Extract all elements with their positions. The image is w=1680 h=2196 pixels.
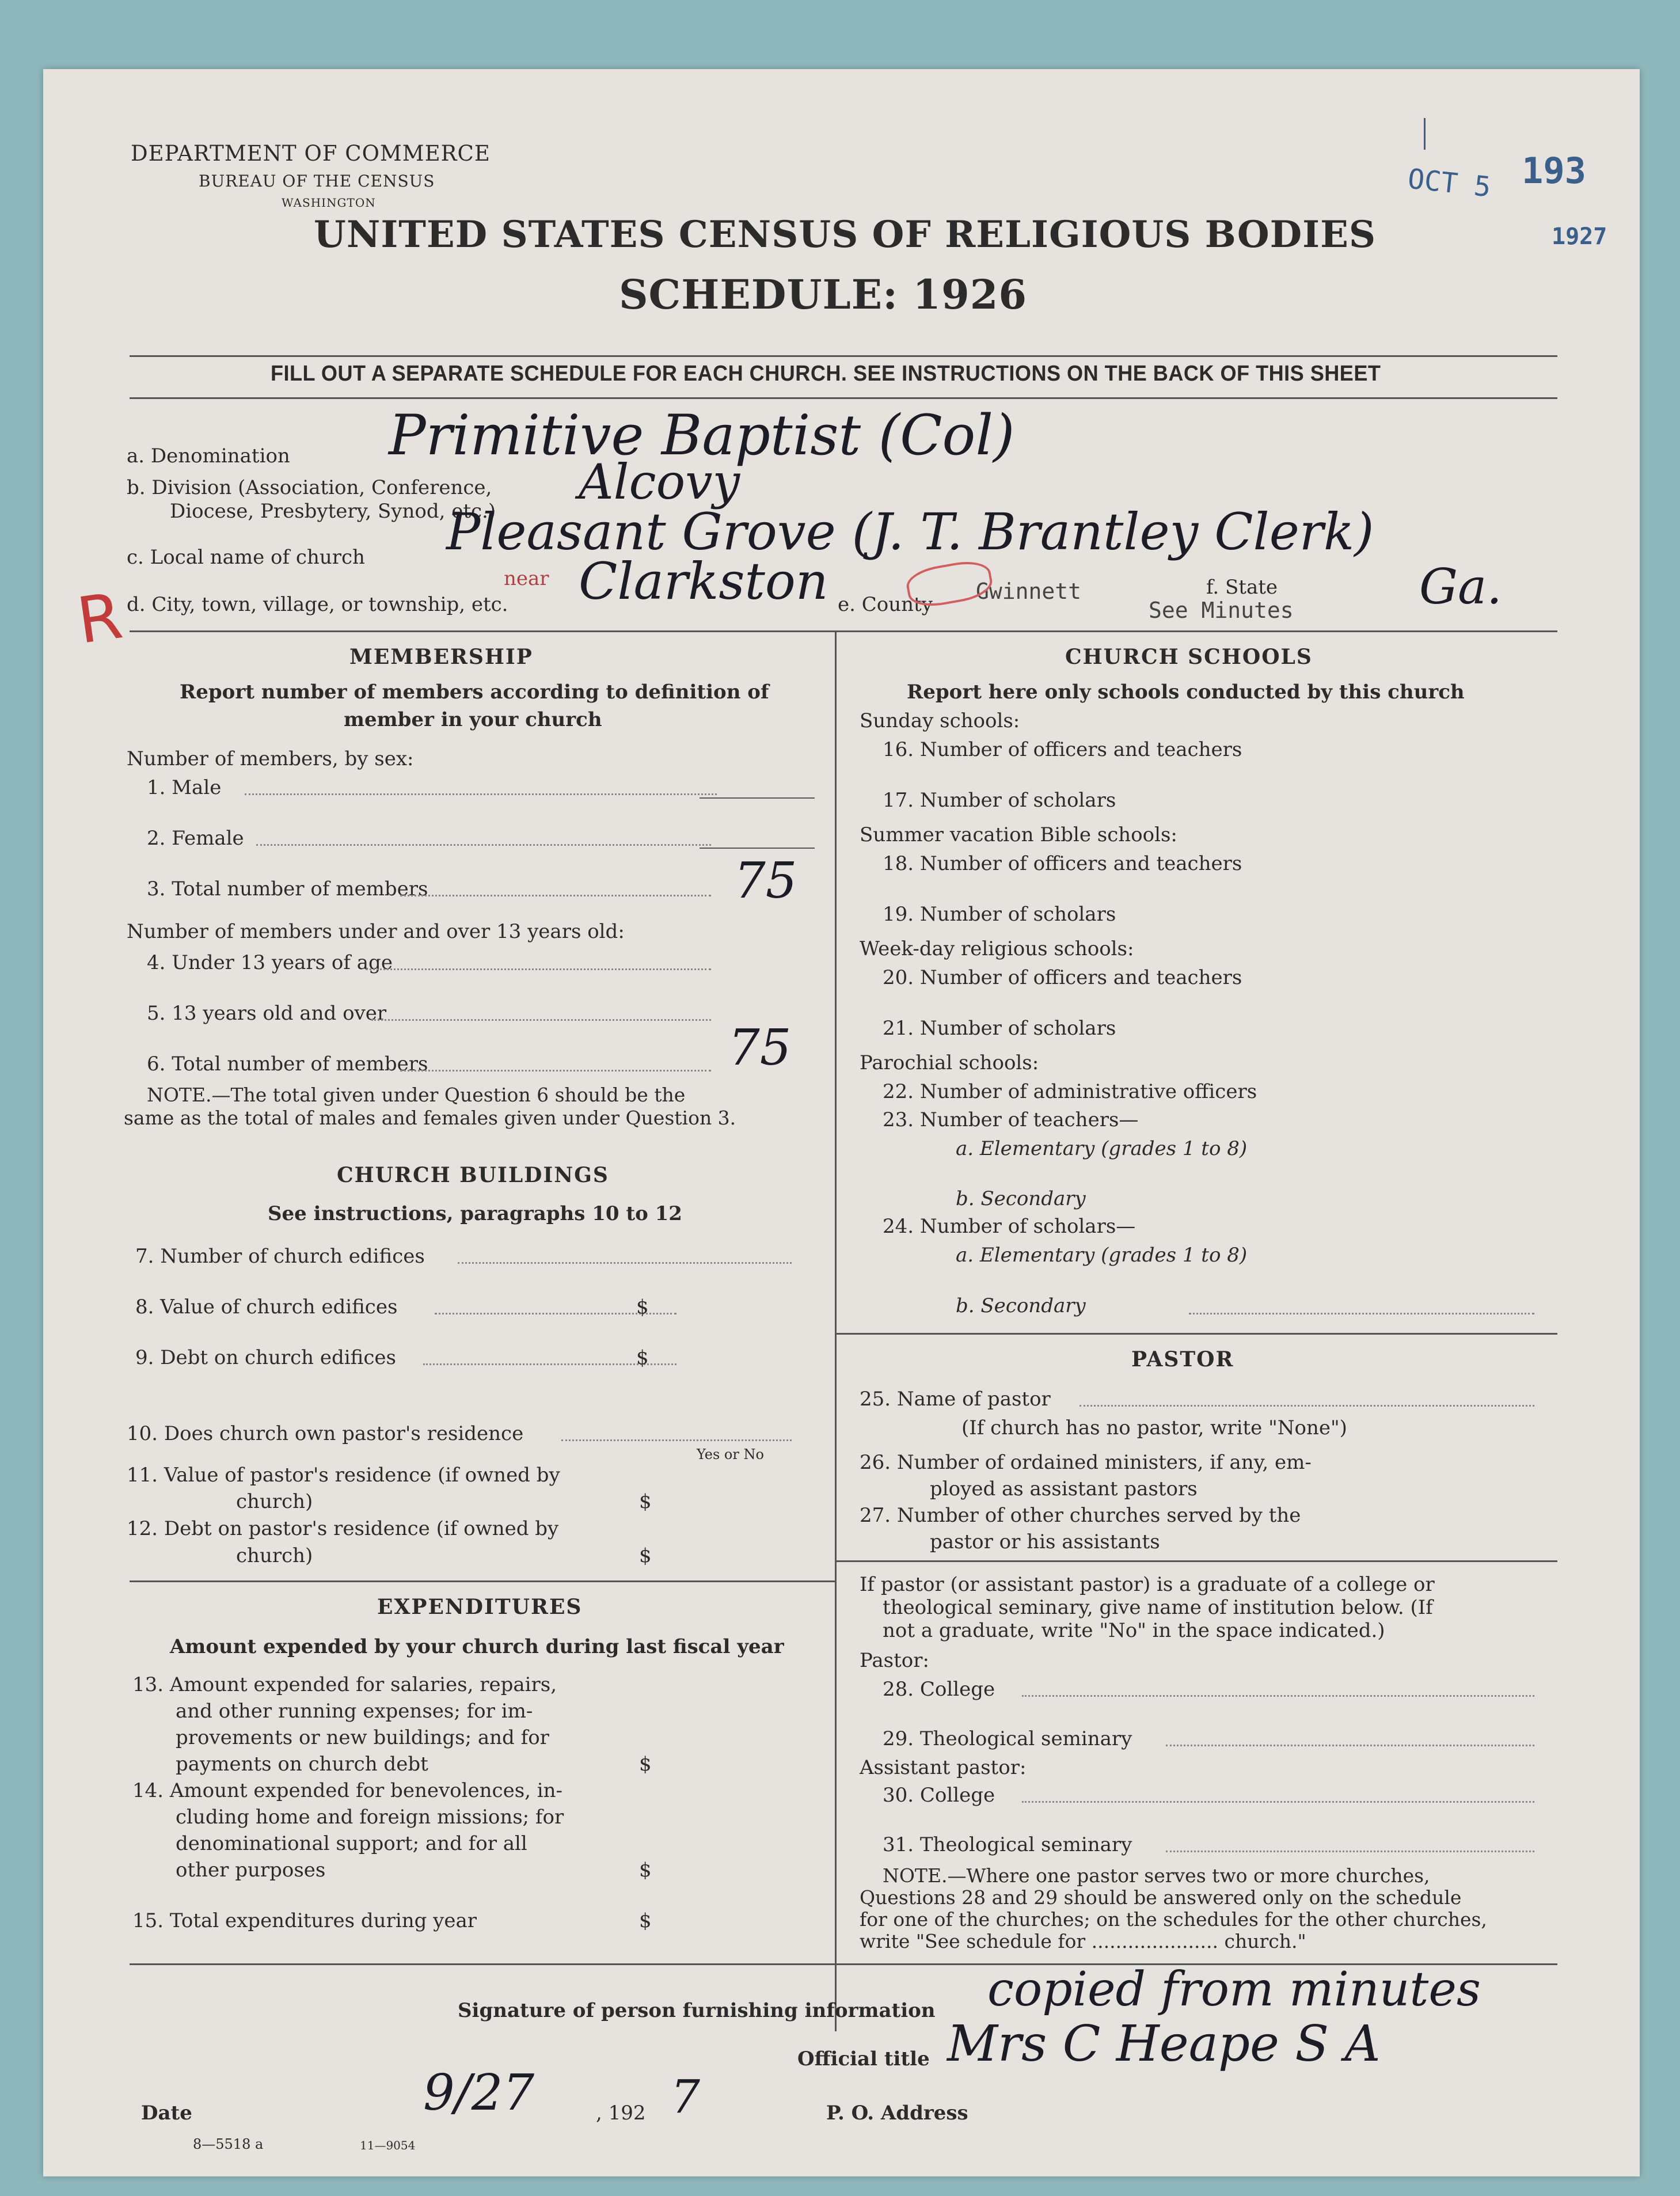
date-value: 9/27 (423, 2064, 535, 2122)
rule-grad (837, 1560, 1557, 1562)
year-value: 7 (671, 2070, 700, 2123)
pastor-subhead: Pastor: (860, 1649, 929, 1672)
grad-intro-1: If pastor (or assistant pastor) is a graduate of a college or (860, 1573, 1435, 1596)
by-sex-label: Number of members, by sex: (127, 747, 414, 770)
bureau-name: BUREAU OF THE CENSUS (199, 172, 435, 191)
residence-value-label-2: church) (236, 1490, 313, 1513)
schools-intro: Report here only schools conducted by this church (907, 681, 1465, 704)
division-label: b. Division (Association, Conference, (127, 476, 492, 499)
print-number: 11—9054 (360, 2138, 416, 2152)
total-2-leader (400, 1070, 711, 1072)
red-r-mark: R (73, 579, 127, 658)
form-title: UNITED STATES CENSUS OF RELIGIOUS BODIES (314, 213, 1377, 256)
county-label: e. County (838, 593, 933, 616)
pastor-heading: PASTOR (1131, 1347, 1234, 1371)
sunday-officers-label: 16. Number of officers and teachers (883, 738, 1242, 761)
salaries-label-4: payments on church debt (176, 1753, 428, 1776)
rule-bottom (130, 397, 1557, 399)
form-number: 8—5518 a (193, 2136, 264, 2152)
instruction-line: FILL OUT A SEPARATE SCHEDULE FOR EACH CHURCH. SEE INSTRUCTIONS ON THE BACK OF THIS SHEET (271, 362, 1381, 386)
rule-pastor (837, 1333, 1557, 1335)
weekday-scholars-label: 21. Number of scholars (883, 1017, 1116, 1040)
edifices-count-leader (458, 1262, 792, 1264)
total-expend-dollar: $ (639, 1909, 652, 1932)
membership-intro-2: member in your church (344, 708, 602, 731)
edifices-value-dollar: $ (636, 1295, 649, 1319)
asst-seminary-leader (1166, 1851, 1534, 1852)
total-members-value: 75 (734, 852, 797, 910)
summer-scholars-label: 19. Number of scholars (883, 903, 1116, 926)
total-leader (400, 895, 711, 896)
teachers-elementary-label: a. Elementary (grades 1 to 8) (956, 1137, 1248, 1160)
residence-debt-label-2: church) (236, 1544, 313, 1567)
female-leader (256, 844, 711, 846)
edifices-debt-dollar: $ (636, 1346, 649, 1369)
summer-label: Summer vacation Bible schools: (860, 823, 1177, 846)
parochial-label: Parochial schools: (860, 1051, 1039, 1074)
column-divider (835, 632, 837, 2031)
asst-college-leader (1022, 1801, 1534, 1803)
pastor-note-2: Questions 28 and 29 should be answered only on the schedule (860, 1886, 1462, 1909)
stamp-mark (1424, 118, 1426, 150)
grad-intro-2: theological seminary, give name of institution below. (If (883, 1596, 1433, 1619)
pastor-note-1: NOTE.—Where one pastor serves two or more churches, (883, 1864, 1430, 1887)
denomination-value: Primitive Baptist (Col) (389, 403, 1015, 468)
official-title-value: Mrs C Heape S A (947, 2015, 1381, 2073)
pastor-seminary-leader (1166, 1745, 1534, 1746)
pastor-name-leader (1080, 1405, 1534, 1407)
scholars-secondary-leader (1189, 1313, 1534, 1314)
church-name-value: Pleasant Grove (J. T. Brantley Clerk) (446, 502, 1374, 561)
pastor-note-4: write "See schedule for ..................... church." (860, 1930, 1306, 1952)
edifices-debt-label: 9. Debt on church edifices (135, 1346, 396, 1369)
city-label: d. City, town, village, or township, etc. (127, 593, 508, 616)
over-13-leader (371, 1019, 711, 1021)
salaries-dollar: $ (639, 1753, 652, 1776)
buildings-intro: See instructions, paragraphs 10 to 12 (268, 1202, 682, 1225)
division-label-2: Diocese, Presbytery, Synod, etc.) (170, 500, 496, 523)
teachers-secondary-label: b. Secondary (956, 1187, 1086, 1210)
county-value: Gwinnett (976, 579, 1082, 604)
year-prefix: , 192 (596, 2102, 646, 2125)
form-subtitle: SCHEDULE: 1926 (619, 271, 1028, 318)
residence-value-label: 11. Value of pastor's residence (if owned by (127, 1464, 560, 1487)
under-13-label: 4. Under 13 years of age (147, 951, 393, 974)
other-churches-label-1: 27. Number of other churches served by the (860, 1504, 1301, 1527)
yes-no-hint: Yes or No (697, 1446, 764, 1462)
pastor-college-label: 28. College (883, 1678, 995, 1701)
dept-name: DEPARTMENT OF COMMERCE (131, 141, 491, 166)
division-value: Alcovy (579, 454, 740, 510)
membership-note-1: NOTE.—The total given under Question 6 should be the (147, 1084, 686, 1106)
sunday-scholars-label: 17. Number of scholars (883, 789, 1116, 812)
edifices-value-label: 8. Value of church edifices (135, 1295, 398, 1319)
ordained-label-2: ployed as assistant pastors (930, 1477, 1198, 1500)
expenditures-heading: EXPENDITURES (377, 1595, 583, 1619)
residence-debt-dollar: $ (639, 1544, 652, 1567)
buildings-heading: CHURCH BUILDINGS (337, 1163, 609, 1187)
summer-officers-label: 18. Number of officers and teachers (883, 852, 1242, 875)
see-minutes-stamp: See Minutes (1149, 598, 1294, 623)
scholars-elementary-label: a. Elementary (grades 1 to 8) (956, 1244, 1248, 1267)
stamp-date: OCT 5 (1406, 162, 1493, 204)
asst-seminary-label: 31. Theological seminary (883, 1833, 1132, 1856)
date-label: Date (141, 2102, 192, 2125)
benevolence-label-2: cluding home and foreign missions; for (176, 1806, 564, 1829)
pastor-seminary-label: 29. Theological seminary (883, 1727, 1132, 1750)
salaries-label-2: and other running expenses; for im- (176, 1700, 533, 1723)
residence-leader (561, 1439, 792, 1441)
residence-value-dollar: $ (639, 1490, 652, 1513)
grad-intro-3: not a graduate, write "No" in the space indicated.) (883, 1619, 1385, 1642)
membership-heading: MEMBERSHIP (349, 645, 533, 669)
pastor-name-label: 25. Name of pastor (860, 1388, 1051, 1411)
stamp-number: 193 (1522, 150, 1586, 192)
parochial-admin-label: 22. Number of administrative officers (883, 1080, 1257, 1103)
rule-fields (130, 630, 1557, 632)
signature-value: copied from minutes (987, 1962, 1481, 2017)
total-members-label: 3. Total number of members (147, 877, 428, 901)
city-name: WASHINGTON (282, 196, 376, 210)
weekday-officers-label: 20. Number of officers and teachers (883, 966, 1242, 989)
church-name-label: c. Local name of church (127, 546, 365, 569)
benevolence-dollar: $ (639, 1859, 652, 1882)
state-value: Ga. (1419, 559, 1502, 615)
residence-debt-label: 12. Debt on pastor's residence (if owned by (127, 1517, 559, 1540)
signature-label: Signature of person furnishing information (458, 1999, 936, 2022)
male-leader (245, 793, 717, 795)
total-members-2-value: 75 (728, 1019, 792, 1077)
asst-subhead: Assistant pastor: (860, 1756, 1027, 1779)
benevolence-label-3: denominational support; and for all (176, 1832, 527, 1855)
expenditures-intro: Amount expended by your church during last fiscal year (170, 1635, 784, 1658)
residence-label: 10. Does church own pastor's residence (127, 1422, 524, 1445)
official-title-label: Official title (797, 2047, 930, 2070)
ordained-label-1: 26. Number of ordained ministers, if any, em- (860, 1451, 1312, 1474)
other-churches-label-2: pastor or his assistants (930, 1530, 1160, 1553)
state-label: f. State (1206, 576, 1278, 599)
parochial-scholars-label: 24. Number of scholars— (883, 1215, 1136, 1238)
weekday-label: Week-day religious schools: (860, 937, 1134, 960)
city-value: Clarkston (579, 552, 828, 611)
salaries-label-1: 13. Amount expended for salaries, repairs, (132, 1673, 557, 1696)
census-form-sheet (43, 69, 1640, 2176)
under-13-leader (366, 968, 711, 970)
salaries-label-3: provements or new buildings; and for (176, 1726, 549, 1749)
po-address-label: P. O. Address (826, 2102, 968, 2125)
near-annotation: near (504, 567, 549, 590)
over-13-label: 5. 13 years old and over (147, 1002, 387, 1025)
benevolence-label-1: 14. Amount expended for benevolences, in- (132, 1779, 563, 1802)
pastor-note-3: for one of the churches; on the schedules for the other churches, (860, 1908, 1487, 1931)
edifices-count-label: 7. Number of church edifices (135, 1245, 425, 1268)
female-answer-line[interactable] (700, 848, 815, 849)
membership-note-2: same as the total of males and females given under Question 3. (124, 1107, 736, 1129)
benevolence-label-4: other purposes (176, 1859, 326, 1882)
total-members-2-label: 6. Total number of members (147, 1053, 428, 1076)
male-answer-line[interactable] (700, 797, 815, 799)
scholars-secondary-label: b. Secondary (956, 1294, 1086, 1317)
membership-intro-1: Report number of members according to definition of (180, 681, 769, 704)
schools-heading: CHURCH SCHOOLS (1065, 645, 1313, 669)
stamp-year: 1927 (1552, 223, 1607, 250)
male-label: 1. Male (147, 776, 222, 799)
female-label: 2. Female (147, 827, 244, 850)
rule-top (130, 355, 1557, 357)
sunday-label: Sunday schools: (860, 709, 1020, 732)
rule-expend (130, 1580, 835, 1582)
pastor-college-leader (1022, 1695, 1534, 1697)
age-intro: Number of members under and over 13 years old: (127, 920, 625, 943)
denomination-label: a. Denomination (127, 444, 290, 468)
pastor-name-note: (If church has no pastor, write "None") (961, 1416, 1347, 1439)
parochial-teachers-label: 23. Number of teachers— (883, 1108, 1139, 1131)
asst-college-label: 30. College (883, 1784, 995, 1807)
total-expend-label: 15. Total expenditures during year (132, 1909, 477, 1932)
